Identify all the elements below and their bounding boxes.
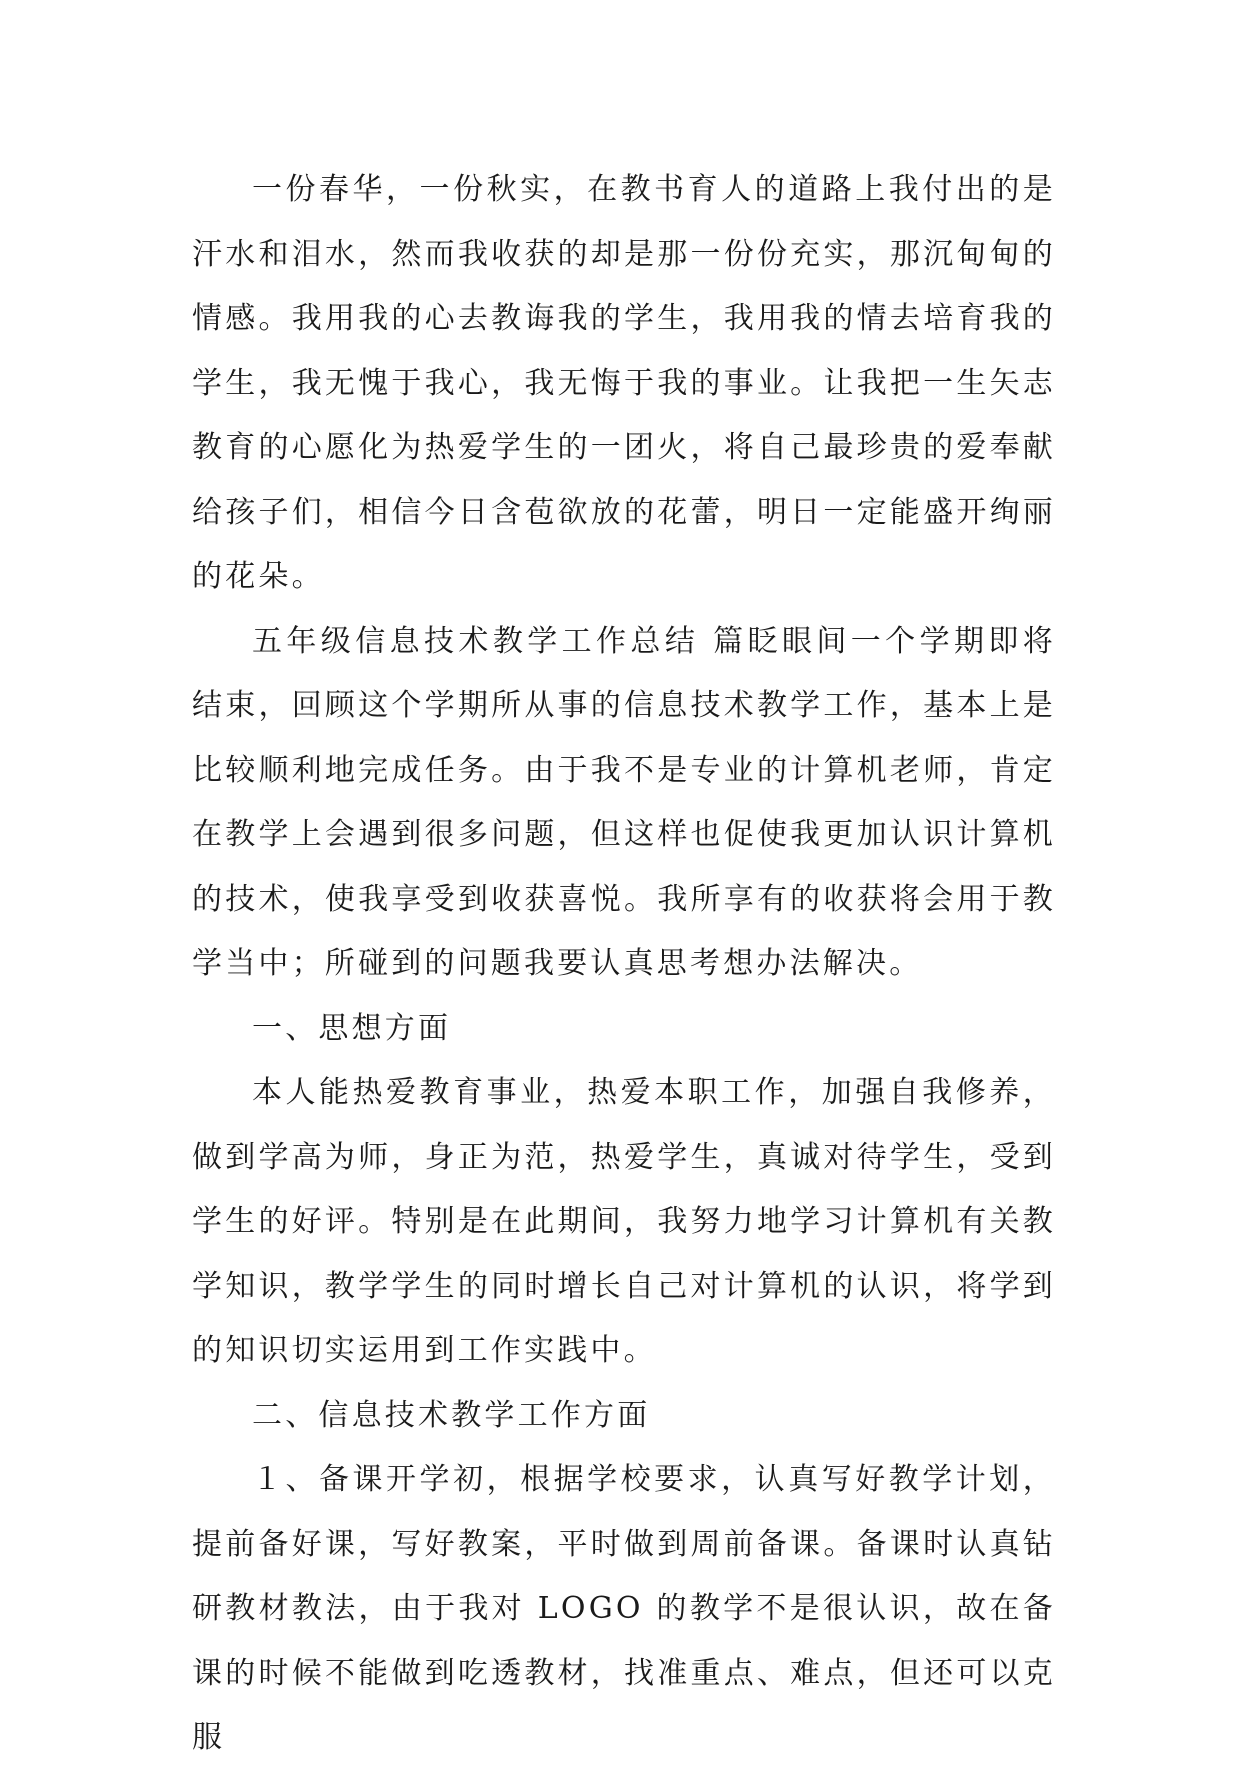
- section-heading-2: 二、信息技术教学工作方面: [252, 1397, 651, 1433]
- paragraph-2: 五年级信息技术教学工作总结 篇眨眼间一个学期即将结束，回顾这个学期所从事的信息技术教学工作，基本上是比较顺利地完成任务。由于我不是专业的计算机老师，肯定在教学上会遇到很多问题，但这样也促使我更加认识计算机的技术，使我享受到收获喜悦。我所享有的收获将会用于教学当中；所碰到的问题我要认真思考想办法解决。: [192, 623, 1056, 981]
- paragraph-4: １、备课开学初，根据学校要求，认真写好教学计划，提前备好课，写好教案，平时做到周前备课。备课时认真钻研教材教法，由于我对 LOGO 的教学不是很认识，故在备课的时候不能做到吃透教材，找准重点、难点，但还可以克服: [192, 1462, 1056, 1755]
- paragraph-1: 一份春华，一份秋实，在教书育人的道路上我付出的是汗水和泪水，然而我收获的却是那一份份充实，那沉甸甸的情感。我用我的心去教诲我的学生，我用我的情去培育我的学生，我无愧于我心，我无悔于我的事业。让我把一生矢志教育的心愿化为热爱学生的一团火，将自己最珍贵的爱奉献给孩子们，相信今日含苞欲放的花蕾，明日一定能盛开绚丽的花朵。: [192, 172, 1056, 594]
- paragraph-3: 本人能热爱教育事业，热爱本职工作，加强自我修养，做到学高为师，身正为范，热爱学生，真诚对待学生，受到学生的好评。特别是在此期间，我努力地学习计算机有关教学知识，教学学生的同时增长自己对计算机的认识，将学到的知识切实运用到工作实践中。: [192, 1075, 1056, 1368]
- document-body: [192, 158, 1056, 1771]
- section-heading-1: 一、思想方面: [252, 1010, 452, 1046]
